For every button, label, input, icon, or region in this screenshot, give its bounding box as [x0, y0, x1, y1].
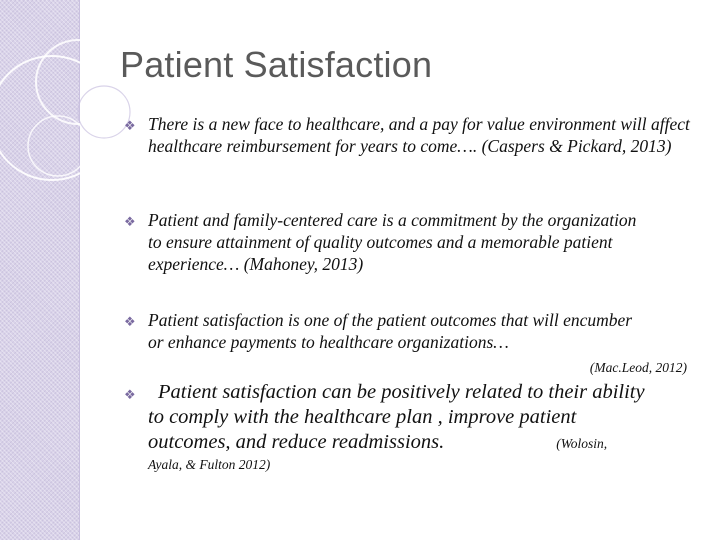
bullet-text-2: Patient and family-centered care is a commitment by the organization to ensure attainment of quality outcomes and a memorable patient experience… (Mahoney, 2013)	[148, 210, 637, 274]
citation-wolosin-part1: (Wolosin,	[556, 436, 608, 451]
bullet-text-3: Patient satisfaction is one of the patient outcomes that will encumber or enhance payments to healthcare organizations…	[148, 310, 633, 352]
bullet-4-line-3-row	[148, 430, 718, 456]
slide-title: Patient Satisfaction	[120, 44, 433, 85]
citation-macleod: (Mac.Leod, 2012)	[589, 360, 687, 375]
bullet-icon: ❖	[124, 118, 136, 133]
bullet-text-1: There is a new face to healthcare, and a pay for value environment will affect healthcare reimbursement for years to come…. (Caspers & Pickard, 2013)	[148, 114, 690, 156]
bullet-text-4	[148, 380, 718, 474]
bullet-icon: ❖	[124, 214, 136, 229]
citation-wolosin-part2: Ayala, & Fulton 2012)	[148, 457, 271, 472]
decorative-sidebar	[0, 0, 80, 540]
deco-circle-accent	[78, 86, 130, 138]
bullet-icon: ❖	[124, 387, 136, 402]
bullet-4-line-3: outcomes, and reduce readmissions.	[148, 431, 445, 453]
bullet-4-line-2: to comply with the healthcare plan , improve patient	[148, 406, 577, 428]
bullet-icon: ❖	[124, 314, 136, 329]
bullet-4-line-1: Patient satisfaction can be positively related to their ability	[158, 381, 645, 403]
